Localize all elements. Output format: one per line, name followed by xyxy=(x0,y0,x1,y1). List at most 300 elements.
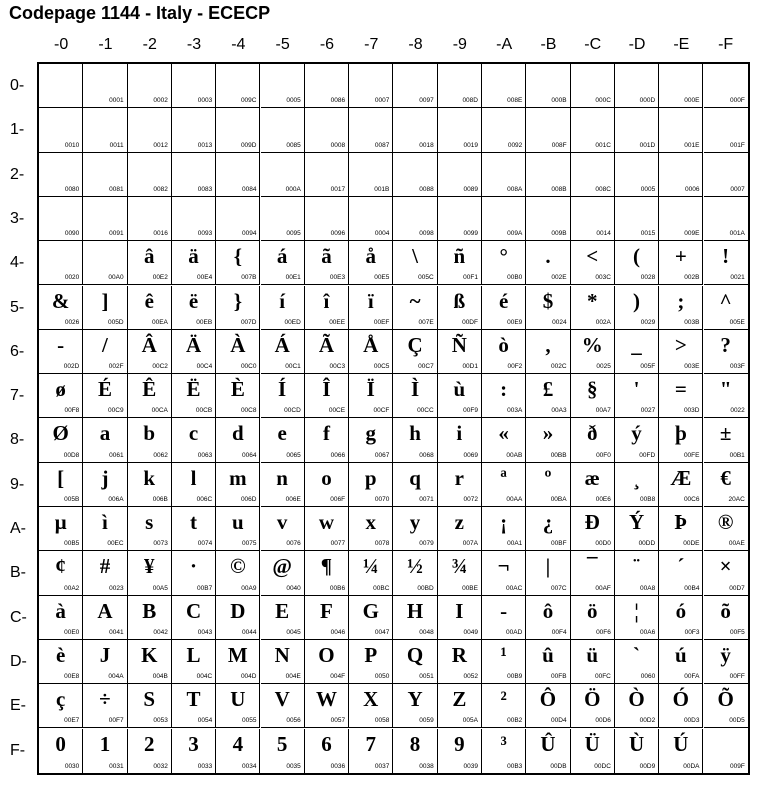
cell-code: 003C xyxy=(595,274,611,282)
code-cell xyxy=(438,374,482,418)
cell-code: 00CD xyxy=(284,407,301,415)
cell-code: 008D xyxy=(462,97,478,105)
cell-code: 0053 xyxy=(153,717,168,725)
cell-glyph: ³ xyxy=(500,731,507,756)
code-cell xyxy=(349,596,393,640)
cell-code: 0034 xyxy=(242,762,257,770)
cell-code: 0058 xyxy=(374,717,390,725)
code-cell xyxy=(615,596,659,640)
code-cell xyxy=(615,463,659,507)
page-title: Codepage 1144 - Italy - ECECP xyxy=(9,3,271,23)
cell-code: 0064 xyxy=(242,451,257,459)
cell-code: 20AC xyxy=(728,495,745,503)
row-header: 5- xyxy=(10,298,25,316)
code-cell xyxy=(305,684,349,728)
code-cell xyxy=(216,507,260,551)
cell-code: 00B8 xyxy=(640,495,656,503)
cell-code: 004A xyxy=(108,673,124,681)
cell-code: 00F9 xyxy=(463,407,478,415)
cell-code: 00BC xyxy=(373,584,390,592)
cell-glyph: Â xyxy=(141,332,157,357)
cell-code: 0083 xyxy=(197,185,213,193)
cell-glyph: i xyxy=(456,421,463,446)
code-cell xyxy=(393,64,437,108)
code-cell xyxy=(704,330,748,374)
cell-code: 0072 xyxy=(463,495,478,503)
code-cell xyxy=(349,507,393,551)
cell-code: 007A xyxy=(462,540,478,548)
cell-glyph: ' xyxy=(633,377,640,402)
cell-glyph: ² xyxy=(500,687,507,712)
cell-glyph: 8 xyxy=(409,731,421,756)
code-cell xyxy=(39,418,83,462)
cell-glyph: L xyxy=(186,642,201,667)
cell-code: 0078 xyxy=(374,540,390,548)
code-cell xyxy=(571,640,615,684)
cell-glyph: y xyxy=(409,510,421,534)
row-header: 3- xyxy=(10,209,25,227)
code-cell xyxy=(261,64,305,108)
code-cell xyxy=(615,153,659,197)
code-cell xyxy=(305,596,349,640)
code-cell xyxy=(172,64,216,108)
cell-glyph: X xyxy=(363,687,379,712)
cell-glyph: ï xyxy=(367,288,374,313)
code-cell xyxy=(39,64,83,108)
code-cell xyxy=(615,729,659,773)
cell-glyph: ã xyxy=(321,244,332,269)
cell-code: 0082 xyxy=(153,185,168,193)
cell-glyph: Ø xyxy=(52,421,69,446)
code-cell xyxy=(261,418,305,462)
code-cell xyxy=(526,684,570,728)
code-cell xyxy=(83,374,127,418)
cell-code: 00A0 xyxy=(108,274,124,282)
code-cell xyxy=(704,729,748,773)
cell-code: 0051 xyxy=(419,673,434,681)
cell-glyph: { xyxy=(233,244,242,269)
code-cell xyxy=(526,418,570,462)
cell-code: 005F xyxy=(640,363,656,371)
cell-glyph: - xyxy=(57,332,65,357)
cell-glyph: ¿ xyxy=(542,510,554,534)
cell-glyph: ô xyxy=(542,598,554,623)
cell-code: 000A xyxy=(285,185,301,193)
cell-code: 007B xyxy=(241,274,257,282)
cell-glyph: ¡ xyxy=(500,510,508,534)
cell-glyph: K xyxy=(141,642,158,667)
cell-glyph: À xyxy=(230,332,246,357)
cell-glyph: Æ xyxy=(670,465,692,490)
cell-code: 00C9 xyxy=(108,407,124,415)
cell-glyph: € xyxy=(720,465,731,490)
code-cell xyxy=(393,463,437,507)
cell-code: 002D xyxy=(63,363,80,371)
cell-glyph: # xyxy=(99,554,111,579)
cell-glyph: ¥ xyxy=(143,554,155,579)
cell-glyph: C xyxy=(185,598,202,623)
cell-code: 0069 xyxy=(463,451,478,459)
code-cell xyxy=(704,108,748,152)
code-cell xyxy=(349,286,393,330)
cell-code: 00B4 xyxy=(684,584,700,592)
cell-glyph: - xyxy=(500,598,508,623)
cell-glyph: Ó xyxy=(672,687,689,712)
code-cell xyxy=(571,507,615,551)
cell-code: 006A xyxy=(108,495,124,503)
cell-glyph: ¸ xyxy=(633,465,641,490)
code-cell xyxy=(704,418,748,462)
code-cell xyxy=(482,729,526,773)
code-cell xyxy=(349,684,393,728)
cell-glyph: Û xyxy=(540,731,556,756)
cell-code: 00D5 xyxy=(729,717,745,725)
code-cell xyxy=(349,64,393,108)
cell-glyph: J xyxy=(99,642,111,667)
code-cell xyxy=(482,153,526,197)
code-cell xyxy=(571,463,615,507)
cell-code: 0044 xyxy=(242,628,257,636)
code-cell xyxy=(526,286,570,330)
code-cell xyxy=(128,330,172,374)
cell-code: 00A8 xyxy=(640,584,656,592)
cell-code: 00AD xyxy=(506,628,523,636)
cell-code: 0007 xyxy=(374,97,390,105)
cell-code: 00C3 xyxy=(329,363,346,371)
cell-glyph: ? xyxy=(720,332,731,357)
cell-code: 00C2 xyxy=(152,363,168,371)
code-cell xyxy=(615,640,659,684)
cell-code: 00E2 xyxy=(152,274,168,282)
cell-code: 00B9 xyxy=(507,673,523,681)
cell-glyph: Ú xyxy=(673,731,689,756)
cell-code: 0028 xyxy=(640,274,656,282)
cell-glyph: Þ xyxy=(674,510,688,534)
cell-code: 00AF xyxy=(595,584,611,592)
cell-code: 003E xyxy=(684,363,700,371)
cell-glyph: ~ xyxy=(409,288,421,313)
cell-code: 0097 xyxy=(419,97,434,105)
cell-glyph: f xyxy=(322,421,330,446)
code-cell xyxy=(216,729,260,773)
code-cell xyxy=(172,241,216,285)
code-cell xyxy=(571,197,615,241)
code-cell xyxy=(659,64,703,108)
cell-glyph: $ xyxy=(542,288,554,313)
cell-code: 00EE xyxy=(329,318,346,326)
cell-code: 004F xyxy=(330,673,346,681)
code-cell xyxy=(659,551,703,595)
cell-glyph: Å xyxy=(363,332,379,357)
code-cell xyxy=(438,640,482,684)
code-cell xyxy=(128,463,172,507)
cell-glyph: % xyxy=(581,332,603,357)
code-cell xyxy=(216,551,260,595)
cell-code: 00AC xyxy=(506,584,523,592)
cell-code: 006D xyxy=(240,495,257,503)
code-cell xyxy=(172,286,216,330)
codepage-grid xyxy=(37,62,750,775)
cell-code: 004D xyxy=(240,673,257,681)
cell-glyph: W xyxy=(315,687,337,712)
cell-glyph: ° xyxy=(499,244,508,269)
code-cell xyxy=(438,507,482,551)
cell-glyph: : xyxy=(500,377,508,402)
code-cell xyxy=(349,241,393,285)
code-cell xyxy=(128,418,172,462)
code-cell xyxy=(571,241,615,285)
code-cell xyxy=(704,463,748,507)
code-cell xyxy=(393,684,437,728)
cell-code: 0091 xyxy=(109,230,124,238)
code-cell xyxy=(305,418,349,462)
code-cell xyxy=(438,286,482,330)
code-cell xyxy=(128,596,172,640)
cell-glyph: P xyxy=(364,642,378,667)
column-header: -A xyxy=(496,36,513,53)
code-cell xyxy=(83,241,127,285)
code-cell xyxy=(349,197,393,241)
cell-code: 0017 xyxy=(330,185,346,193)
code-cell xyxy=(438,64,482,108)
row-header: 4- xyxy=(10,254,25,272)
cell-glyph: x xyxy=(365,510,376,534)
cell-glyph: j xyxy=(101,465,109,490)
code-cell xyxy=(39,153,83,197)
code-cell xyxy=(615,374,659,418)
code-cell xyxy=(704,684,748,728)
cell-code: 00DC xyxy=(594,762,611,770)
cell-glyph: H xyxy=(406,598,424,623)
cell-glyph: < xyxy=(586,244,599,269)
cell-code: 00B1 xyxy=(729,451,745,459)
code-cell xyxy=(526,729,570,773)
cell-code: 0037 xyxy=(374,762,390,770)
cell-glyph: 2 xyxy=(143,731,155,756)
cell-code: 001E xyxy=(684,141,700,149)
code-cell xyxy=(305,463,349,507)
code-cell xyxy=(216,463,260,507)
column-header: -E xyxy=(673,36,690,53)
cell-code: 0042 xyxy=(153,628,168,636)
cell-code: 00B0 xyxy=(507,274,523,282)
cell-glyph: ÷ xyxy=(99,687,111,712)
code-cell xyxy=(172,463,216,507)
code-cell xyxy=(393,286,437,330)
cell-glyph: G xyxy=(362,598,379,623)
cell-code: 00C6 xyxy=(683,495,700,503)
cell-glyph: µ xyxy=(54,510,67,534)
cell-glyph: ò xyxy=(498,332,509,357)
cell-glyph: = xyxy=(674,377,687,402)
cell-code: 0023 xyxy=(109,584,124,592)
cell-code: 00F6 xyxy=(596,628,611,636)
code-cell xyxy=(216,64,260,108)
cell-code: 0004 xyxy=(374,230,390,238)
code-cell xyxy=(172,418,216,462)
cell-code: 00E7 xyxy=(64,717,80,725)
cell-glyph: U xyxy=(230,687,246,712)
code-cell xyxy=(305,330,349,374)
code-cell xyxy=(305,197,349,241)
code-cell xyxy=(83,153,127,197)
cell-glyph: ÿ xyxy=(720,642,731,667)
cell-code: 00E1 xyxy=(285,274,301,282)
code-cell xyxy=(438,241,482,285)
cell-code: 00AB xyxy=(506,451,523,459)
cell-code: 0085 xyxy=(286,141,301,149)
code-cell xyxy=(261,197,305,241)
cell-code: 0032 xyxy=(153,762,168,770)
code-cell xyxy=(526,108,570,152)
cell-code: 0088 xyxy=(419,185,434,193)
cell-glyph: 0 xyxy=(55,731,66,756)
cell-glyph: · xyxy=(190,554,198,579)
cell-code: 002F xyxy=(108,363,124,371)
code-cell xyxy=(393,507,437,551)
code-cell xyxy=(83,729,127,773)
cell-glyph: u xyxy=(231,510,244,534)
cell-code: 0039 xyxy=(463,762,478,770)
cell-code: 0012 xyxy=(153,141,168,149)
code-cell xyxy=(349,108,393,152)
code-cell xyxy=(172,551,216,595)
code-cell xyxy=(83,551,127,595)
cell-code: 00AA xyxy=(506,495,523,503)
cell-code: 00ED xyxy=(284,318,301,326)
code-cell xyxy=(615,330,659,374)
cell-code: 00EF xyxy=(373,318,390,326)
cell-code: 0054 xyxy=(197,717,213,725)
cell-code: 00FC xyxy=(594,673,611,681)
cell-glyph: D xyxy=(230,598,246,623)
cell-glyph: « xyxy=(498,421,509,446)
cell-glyph: ö xyxy=(586,598,598,623)
cell-glyph: ¯ xyxy=(586,554,598,579)
cell-code: 0033 xyxy=(197,762,213,770)
code-cell xyxy=(482,64,526,108)
cell-code: 00EA xyxy=(151,318,168,326)
code-cell xyxy=(704,640,748,684)
column-header: -5 xyxy=(275,36,290,53)
cell-code: 0013 xyxy=(197,141,213,149)
code-cell xyxy=(615,684,659,728)
column-header: -6 xyxy=(319,36,335,53)
code-cell xyxy=(393,640,437,684)
cell-glyph: ª xyxy=(500,465,507,490)
cell-code: 00F5 xyxy=(729,628,745,636)
cell-glyph: [ xyxy=(57,465,65,490)
code-cell xyxy=(216,596,260,640)
cell-code: 0018 xyxy=(419,141,434,149)
code-cell xyxy=(83,507,127,551)
code-cell xyxy=(659,729,703,773)
cell-code: 00E4 xyxy=(197,274,213,282)
cell-code: 008F xyxy=(551,141,567,149)
cell-glyph: Ì xyxy=(410,377,420,402)
cell-glyph: E xyxy=(275,598,290,623)
cell-code: 0031 xyxy=(109,762,124,770)
cell-code: 009D xyxy=(240,141,257,149)
row-header: 7- xyxy=(10,387,25,405)
code-cell xyxy=(128,241,172,285)
code-cell xyxy=(39,241,83,285)
code-cell xyxy=(39,551,83,595)
row-header: 6- xyxy=(10,342,25,360)
code-cell xyxy=(659,330,703,374)
cell-code: 0077 xyxy=(330,540,346,548)
cell-glyph: B xyxy=(142,598,157,623)
cell-glyph: ¹ xyxy=(500,642,507,667)
code-cell xyxy=(261,153,305,197)
cell-glyph: Ë xyxy=(186,377,201,402)
cell-code: 00E5 xyxy=(374,274,390,282)
cell-glyph: ð xyxy=(586,421,598,446)
cell-code: 00D1 xyxy=(462,363,478,371)
code-cell xyxy=(438,108,482,152)
cell-code: 00D4 xyxy=(551,717,567,725)
code-cell xyxy=(438,684,482,728)
cell-glyph: Õ xyxy=(717,687,734,712)
code-cell xyxy=(482,374,526,418)
cell-code: 001C xyxy=(595,141,611,149)
code-cell xyxy=(659,108,703,152)
cell-code: 002A xyxy=(595,318,611,326)
code-cell xyxy=(659,640,703,684)
code-cell xyxy=(482,286,526,330)
cell-code: 0093 xyxy=(197,230,213,238)
cell-glyph: Ï xyxy=(366,377,375,402)
code-cell xyxy=(216,330,260,374)
cell-glyph: 5 xyxy=(276,731,288,756)
code-cell xyxy=(349,418,393,462)
code-cell xyxy=(571,551,615,595)
cell-code: 00FB xyxy=(551,673,567,681)
cell-code: 0080 xyxy=(64,185,80,193)
code-cell xyxy=(659,197,703,241)
cell-glyph: > xyxy=(674,332,687,357)
code-cell xyxy=(615,64,659,108)
cell-code: 0043 xyxy=(197,628,213,636)
code-cell xyxy=(482,596,526,640)
code-cell xyxy=(305,241,349,285)
code-cell xyxy=(438,463,482,507)
code-cell xyxy=(571,684,615,728)
code-cell xyxy=(615,286,659,330)
column-header: -2 xyxy=(142,36,157,53)
cell-code: 000E xyxy=(684,97,700,105)
cell-glyph: ` xyxy=(633,642,641,667)
cell-glyph: 3 xyxy=(188,731,199,756)
cell-code: 00EC xyxy=(107,540,124,548)
cell-glyph: h xyxy=(409,421,421,446)
code-cell xyxy=(261,684,305,728)
code-cell xyxy=(526,463,570,507)
cell-code: 0025 xyxy=(596,363,611,371)
cell-glyph: 7 xyxy=(365,731,376,756)
cell-glyph: Ù xyxy=(628,731,645,756)
cell-code: 00F1 xyxy=(463,274,478,282)
cell-glyph: b xyxy=(143,421,156,446)
code-cell xyxy=(128,153,172,197)
code-cell xyxy=(261,286,305,330)
code-cell xyxy=(261,108,305,152)
cell-code: 0050 xyxy=(374,673,390,681)
cell-code: 001D xyxy=(639,141,656,149)
code-cell xyxy=(128,640,172,684)
row-header: 1- xyxy=(10,121,25,139)
cell-glyph: . xyxy=(545,244,551,269)
